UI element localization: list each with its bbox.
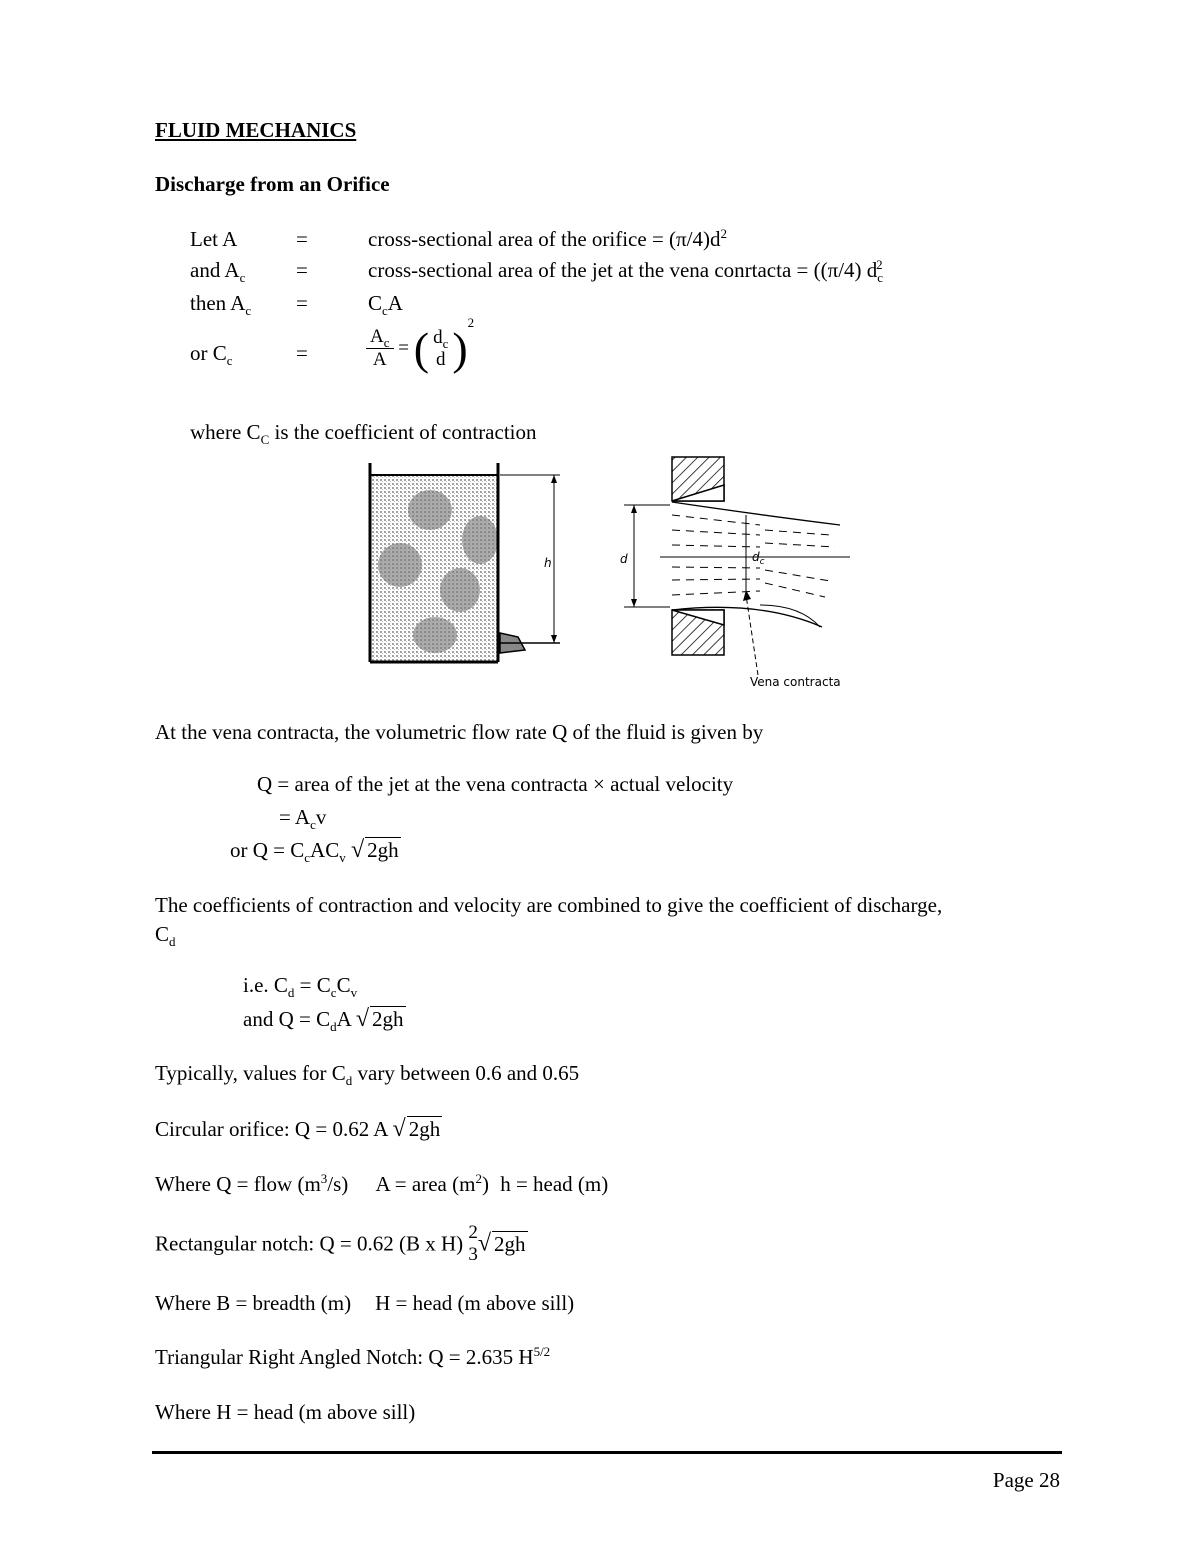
sqrt-icon: √ [392, 1116, 406, 1142]
tank-diagram [370, 463, 560, 662]
sqrt-icon: √ [477, 1230, 492, 1257]
section-heading: Discharge from an Orifice [155, 172, 390, 196]
def-eq: = [296, 258, 308, 282]
vena-contracta-diagram [620, 457, 850, 689]
where-b-line: Where B = breadth (m) H = head (m above sill) [155, 1291, 575, 1315]
typical-line: Typically, values for $C_d$ vary between 0.6 and 0.65 [155, 1061, 580, 1089]
sqrt-icon: √ [355, 1006, 370, 1032]
para-vena: At the vena contracta, the volumetric flow rate Q of the fluid is given by [155, 720, 764, 744]
def-rhs: cross-sectional area of the jet at the vena conrtacta = ((π/4) $d_c^2$ [368, 257, 884, 286]
def-row-2: and $A_c$ [190, 258, 246, 286]
fraction-2-3: 2 3 [468, 1222, 478, 1265]
where-cc-line: where $C_C$ is the coefficient of contraction [190, 420, 537, 448]
orifice-figure [360, 455, 860, 695]
ie-line-1: i.e. $C_d = C_cC_v$ [243, 973, 358, 1001]
ie-line-2: and $Q = C_dA$ √ 2gh [243, 1006, 404, 1035]
para-coeff: The coefficients of contraction and velocity are combined to give the coefficient of discharge, [155, 893, 943, 917]
label-d: d [620, 552, 628, 566]
para-coeff-cd: $C_d$ [155, 922, 176, 950]
rect-notch-line: Rectangular notch: Q = 0.62 (B x H) 2 3 √ 2gh [155, 1222, 526, 1265]
def-eq: = [296, 227, 308, 251]
fraction-dc-d: $d_c$ d [433, 326, 449, 370]
def-row-1 [190, 227, 237, 252]
label-h: h [544, 556, 552, 570]
def-rhs: cross-sectional area of the orifice = $(\pi/4)d^2$ [368, 226, 727, 251]
sqrt-icon: √ [350, 837, 365, 863]
footer-rule [152, 1451, 1062, 1454]
q-line-2: = $A_cv$ [279, 805, 327, 833]
def-rhs: $C_cA$ [368, 291, 403, 319]
tri-notch-line: Triangular Right Angled Notch: Q = 2.635 $H^{5/2}$ [155, 1344, 551, 1369]
def-eq: = [296, 341, 308, 365]
circular-line: Circular orifice: Q = 0.62 A √ 2gh [155, 1116, 441, 1142]
where-h-line: Where H = head (m above sill) [155, 1400, 416, 1424]
document-title: FLUID MECHANICS [155, 118, 357, 142]
def-row-3: then $A_c$ [190, 291, 252, 319]
def-lhs: Let A [190, 227, 238, 251]
def-row-4: or $C_c$ [190, 341, 233, 369]
page-number: Page 28 [992, 1468, 1060, 1492]
q-line-3: or $Q = C_cAC_v$ √ 2gh [230, 837, 399, 866]
fraction-ac-a: $\frac{A_c}{A}$ [366, 326, 394, 371]
def-eq: = [296, 291, 308, 315]
q-line-1: Q = area of the jet at the vena contracta × actual velocity [257, 772, 734, 796]
label-vena-contracta: Vena contracta [750, 675, 841, 689]
where-q-line: Where Q = flow $(m^3/s) A$ = area $(m^2) h$ = head (m) [155, 1171, 609, 1196]
cc-formula: $\frac{A_c}{A}$ = ( $d_c$ d )$^2$ [366, 322, 474, 375]
label-dc: $d_c$ [752, 550, 765, 567]
